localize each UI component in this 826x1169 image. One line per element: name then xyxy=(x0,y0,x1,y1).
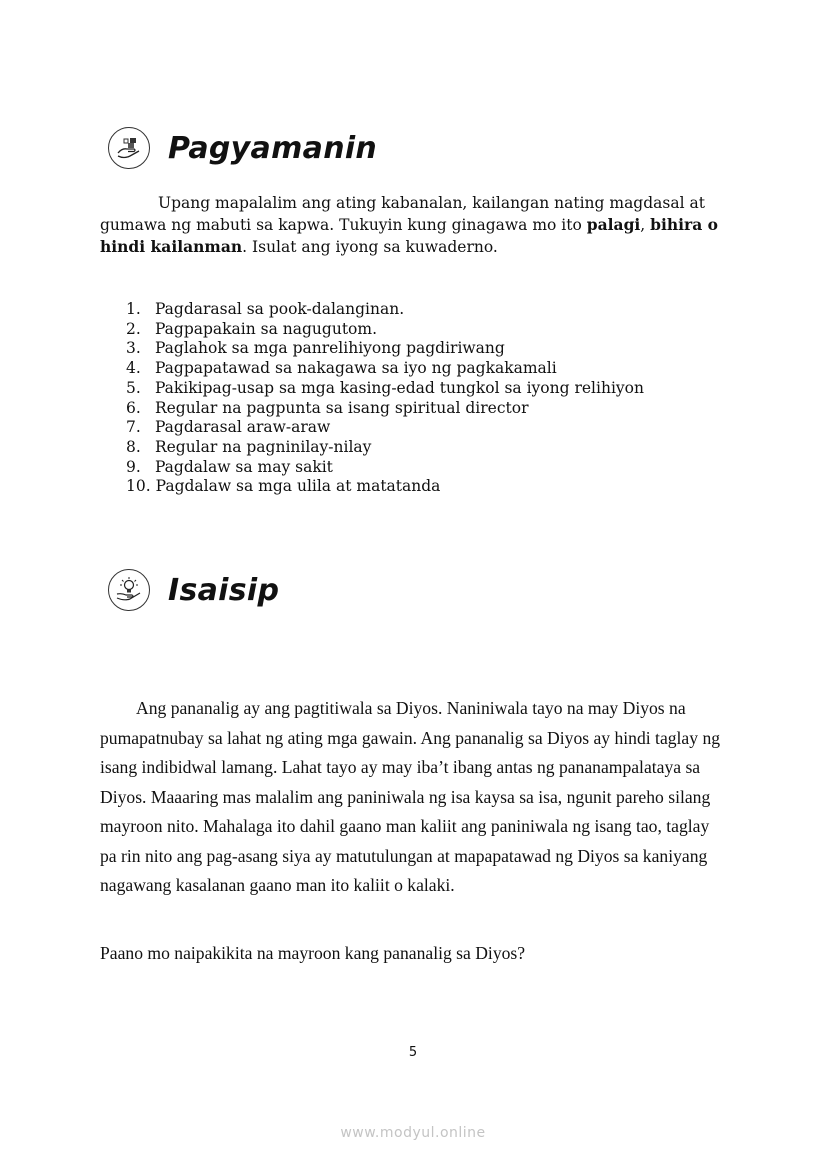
item-text: Pagdalaw sa may sakit xyxy=(154,457,333,476)
item-text: Pagdarasal araw-araw xyxy=(154,418,331,437)
item-text: Pagdarasal sa pook-dalanginan. xyxy=(154,300,405,318)
isaisip-paragraph xyxy=(100,694,725,901)
list-item xyxy=(126,339,644,359)
item-number: 6. xyxy=(126,398,141,417)
list-item xyxy=(126,458,644,478)
hand-blocks-icon xyxy=(108,127,150,169)
lightbulb-hand-icon xyxy=(108,569,150,611)
activity-list xyxy=(126,300,644,497)
intro-text: . Isulat ang iyong sa kuwaderno. xyxy=(242,238,498,256)
pagyamanin-header xyxy=(108,127,377,169)
section-title: Isaisip xyxy=(168,572,280,608)
item-number: 9. xyxy=(126,457,141,476)
page-number: 5 xyxy=(408,1045,418,1060)
watermark: www.modyul.online xyxy=(340,1125,486,1141)
paragraph-text: Ang pananalig ay ang pagtitiwala sa Diyos. Naniniwala tayo na may Diyos na pumapatnubay sa lahat ng ating mga gawain. Ang pananalig sa Diyos ay hindi taglay ng isang indibidwal lamang. Lahat tayo ay may iba’t ibang antas ng pananampalataya sa Diyos. Maaaring mas malalim ang paniniwala ng isa kaysa sa isa, ngunit pareho silang mayroon nito. Mahalaga ito dahil gaano man kaliit ang paniniwala ng isang tao, taglay pa rin nito ang pag-asang siya ay matutulungan at mapapatawad ng Diyos sa kaniyang nagawang kasalanan gaano man ito kaliit o kalaki. xyxy=(100,698,721,895)
intro-paragraph xyxy=(100,193,720,258)
item-text: Regular na pagninilay-nilay xyxy=(154,437,372,456)
item-text: Pakikipag-usap sa mga kasing-edad tungkol sa iyong relihiyon xyxy=(154,378,644,397)
reflection-question: Paano mo naipakikita na mayroon kang pananalig sa Diyos? xyxy=(100,943,526,963)
item-number: 2. xyxy=(126,319,141,338)
item-number: 10. xyxy=(126,477,151,496)
item-text: Pagdalaw sa mga ulila at matatanda xyxy=(155,477,441,496)
list-item xyxy=(126,320,644,340)
intro-bold-option: palagi xyxy=(586,215,641,234)
item-number: 8. xyxy=(126,437,141,456)
list-item xyxy=(126,379,644,399)
isaisip-header xyxy=(108,569,279,611)
intro-text: , xyxy=(640,216,651,234)
item-number: 4. xyxy=(126,359,141,378)
item-number: 5. xyxy=(126,378,141,397)
list-item xyxy=(126,300,644,320)
list-item xyxy=(126,438,644,458)
section-title: Pagyamanin xyxy=(168,130,378,166)
list-item xyxy=(126,399,644,419)
item-number: 1. xyxy=(126,300,141,318)
item-text: Pagpapakain sa nagugutom. xyxy=(154,319,378,338)
item-text: Paglahok sa mga panrelihiyong pagdiriwang xyxy=(154,339,505,358)
item-text: Regular na pagpunta sa isang spiritual director xyxy=(154,398,529,417)
list-item xyxy=(126,418,644,438)
intro-text: Upang mapalalim ang ating kabanalan, kailangan nating magdasal at gumawa ng mabuti sa kapwa. Tukuyin kung ginagawa mo ito xyxy=(100,194,705,234)
item-number: 3. xyxy=(126,339,141,358)
list-item xyxy=(126,359,644,379)
intro-bold-option: bihira o hindi kailanman xyxy=(100,215,718,256)
item-text: Pagpapatawad sa nakagawa sa iyo ng pagkakamali xyxy=(154,359,557,378)
list-item xyxy=(126,477,644,497)
item-number: 7. xyxy=(126,418,141,437)
